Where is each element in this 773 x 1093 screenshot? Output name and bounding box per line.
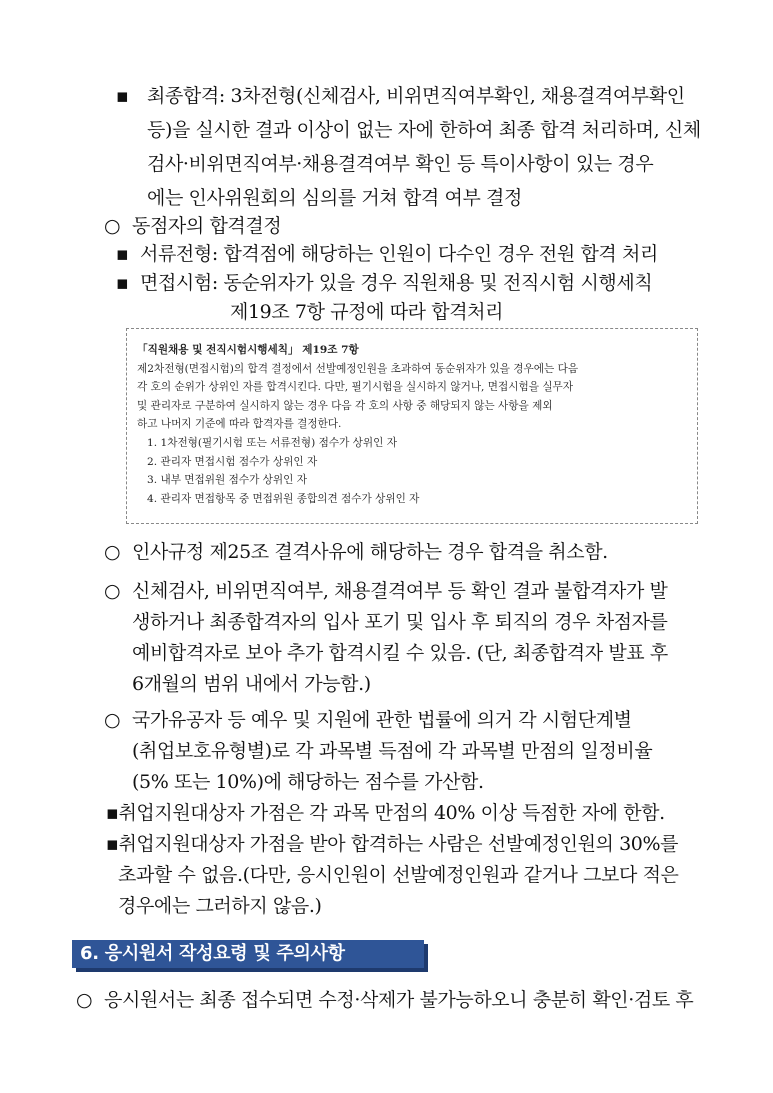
final-pass-line-1: 최종합격: 3차전형(신체검사, 비위면직여부확인, 채용결격여부확인 bbox=[147, 85, 685, 107]
regulation-line-2: 각 호의 순위가 상위인 자를 합격시킨다. 다만, 필기시험을 실시하지 않거나, 면접시험을 실무자 bbox=[137, 381, 574, 394]
reserve-line-3: 예비합격자로 보아 추가 합격시킬 수 있음. (단, 최종합격자 발표 후 bbox=[132, 642, 668, 664]
circle-marker: ○ bbox=[76, 989, 93, 1011]
final-pass-line-2: 등)을 실시한 결과 이상이 없는 자에 한하여 최종 합격 처리하며, 신체 bbox=[147, 119, 701, 141]
regulation-line-4: 하고 나머지 기준에 따라 합격자를 결정한다. bbox=[137, 418, 342, 431]
reserve-line-1: 신체검사, 비위면직여부, 채용결격여부 등 확인 결과 불합격자가 발 bbox=[132, 580, 668, 602]
document-screening-rule: 서류전형: 합격점에 해당하는 인원이 다수인 경우 전원 합격 처리 bbox=[140, 243, 658, 265]
circle-marker: ○ bbox=[104, 580, 121, 602]
veterans-line-1: 국가유공자 등 예우 및 지원에 관한 법률에 의거 각 시험단계별 bbox=[132, 709, 632, 731]
interview-rule-line-1: 면접시험: 동순위자가 있을 경우 직원채용 및 전직시험 시행세칙 bbox=[140, 272, 653, 294]
veterans-line-3: (5% 또는 10%)에 해당하는 점수를 가산함. bbox=[132, 771, 484, 793]
regulation-item-3: 3. 내부 면접위원 점수가 상위인 자 bbox=[147, 474, 307, 487]
reserve-line-2: 생하거나 최종합격자의 입사 포기 및 입사 후 퇴직의 경우 차점자를 bbox=[132, 611, 668, 633]
regulation-item-2: 2. 관리자 면접시험 점수가 상위인 자 bbox=[147, 455, 318, 468]
final-pass-line-3: 검사·비위면직여부·채용결격여부 확인 등 특이사항이 있는 경우 bbox=[147, 153, 654, 175]
regulation-title: 「직원채용 및 전직시험시행세칙」 제19조 7항 bbox=[137, 344, 359, 356]
circle-marker: ○ bbox=[104, 709, 121, 731]
veterans-note-2-line-1: ▪취업지원대상자 가점을 받아 합격하는 사람은 선발예정인원의 30%를 bbox=[106, 833, 679, 855]
circle-marker: ○ bbox=[104, 541, 121, 563]
regulation-item-1: 1. 1차전형(필기시험 또는 서류전형) 점수가 상위인 자 bbox=[147, 436, 397, 449]
regulation-line-3: 및 관리자로 구분하여 실시하지 않는 경우 다음 각 호의 사항 중 해당되지 않는 사항을 제외 bbox=[137, 399, 553, 412]
circle-marker: ○ bbox=[104, 215, 121, 237]
tie-heading: 동점자의 합격결정 bbox=[132, 215, 282, 237]
regulation-item-4: 4. 관리자 면접항목 중 면접위원 종합의견 점수가 상위인 자 bbox=[147, 492, 420, 505]
veterans-note-2-line-2: 초과할 수 없음.(다만, 응시인원이 선발예정인원과 같거나 그보다 적은 bbox=[118, 864, 679, 886]
interview-rule-line-2: 제19조 7항 규정에 따라 합격처리 bbox=[230, 301, 504, 323]
bullet-marker: ▪ bbox=[116, 243, 129, 265]
section-6-heading bbox=[72, 940, 432, 972]
veterans-note-2-line-3: 경우에는 그러하지 않음.) bbox=[118, 895, 322, 917]
bullet-marker: ▪ bbox=[116, 272, 129, 294]
bullet-marker: ▪ bbox=[116, 85, 129, 107]
section-6-first-line: 응시원서는 최종 접수되면 수정·삭제가 불가능하오니 충분히 확인·검토 후 bbox=[104, 989, 694, 1011]
cancel-rule: 인사규정 제25조 결격사유에 해당하는 경우 합격을 취소함. bbox=[132, 541, 608, 563]
final-pass-line-4: 에는 인사위원회의 심의를 거쳐 합격 여부 결정 bbox=[147, 187, 522, 209]
veterans-note-1: ▪취업지원대상자 가점은 각 과목 만점의 40% 이상 득점한 자에 한함. bbox=[106, 802, 665, 824]
veterans-line-2: (취업보호유형별)로 각 과목별 득점에 각 과목별 만점의 일정비율 bbox=[132, 740, 653, 762]
reserve-line-4: 6개월의 범위 내에서 가능함.) bbox=[132, 673, 371, 695]
regulation-line-1: 제2차전형(면접시험)의 합격 결정에서 선발예정인원을 초과하여 동순위자가 있을 경우에는 다음 bbox=[137, 362, 579, 375]
regulation-quote-box bbox=[126, 328, 698, 524]
section-6-title: 6. 응시원서 작성요령 및 주의사항 bbox=[72, 940, 424, 968]
